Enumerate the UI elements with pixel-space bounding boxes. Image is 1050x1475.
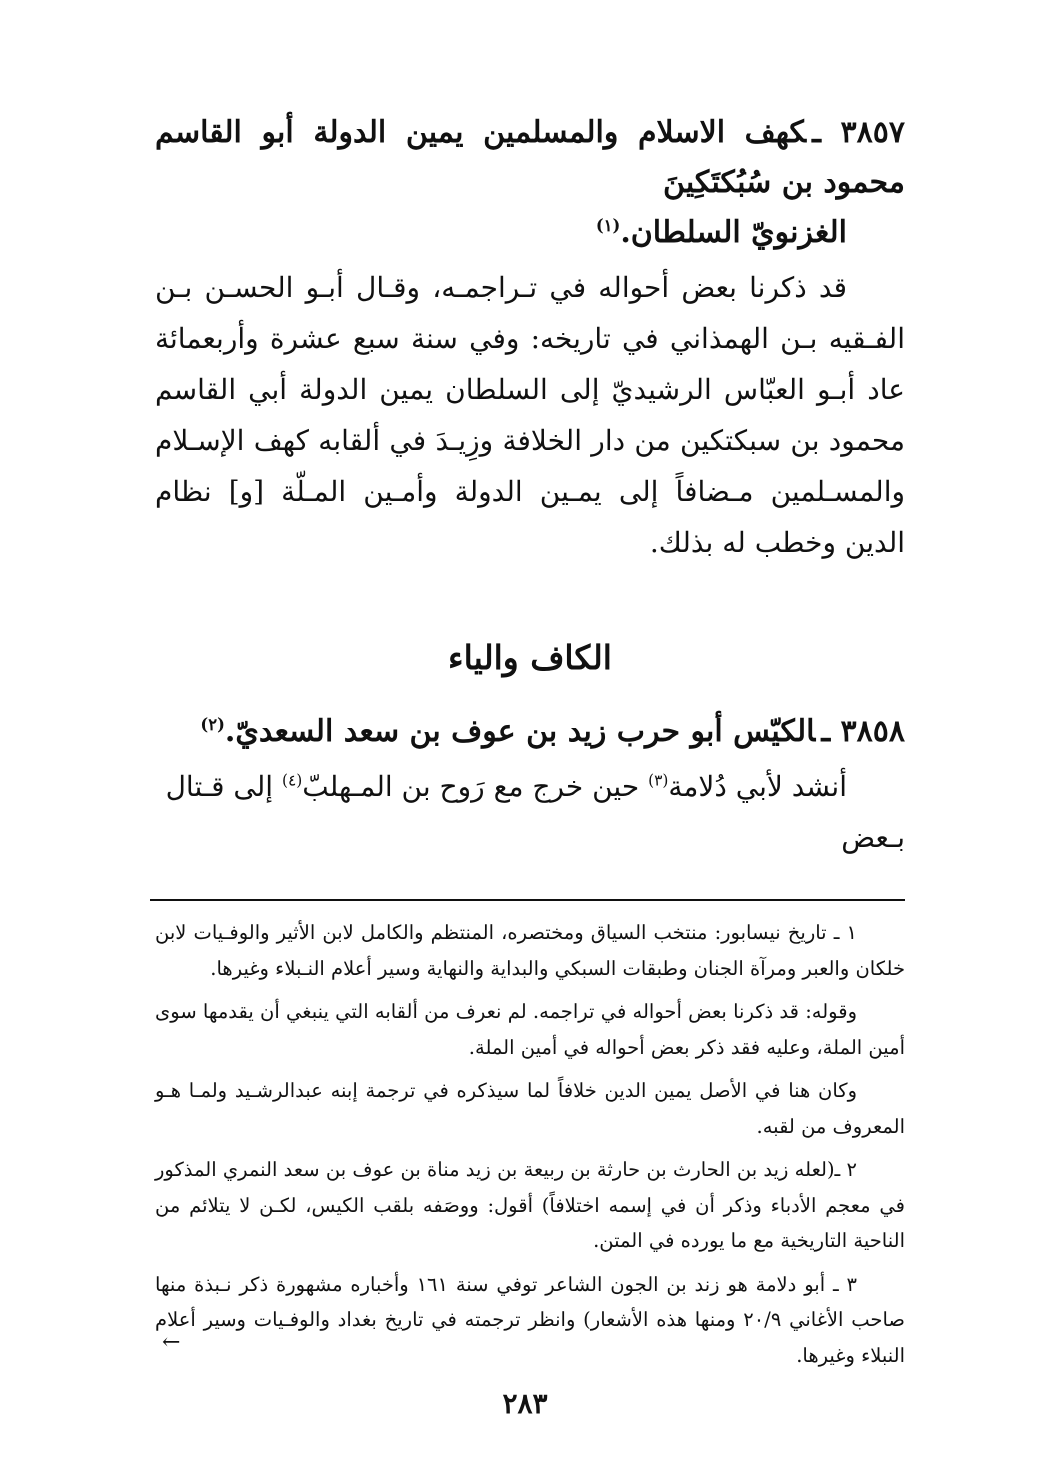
footnote-ref: (٣) [648,771,669,790]
entry-title: الكيّس أبو حرب زيد بن عوف بن سعد السعديّ. [224,714,816,749]
footnote: وكان هنا في الأصل يمين الدين خلافاً لما سيذكره في ترجمة إبنه عبدالرشـيد ولمـا هـو المعروف من لقبه. [155,1079,905,1138]
entry-3858-body: أنشد لأبي دُلامة$^{(٣)}$ حين خرج مع رَوح بن المـهلبّ$^{(٤)}$ إلى قـتال بـعض [165,770,905,854]
entry-3857-heading [155,108,905,258]
footnote-ref: (١) [595,216,621,235]
footnote: ٣ ـ أبو دلامة هو زند بن الجون الشاعر توفي سنة ١٦١ وأخباره مشهورة ذكر نـبذة منها صاحب الأغاني ٢٠/٩ ومنها هذه الأشعار) وانظر ترجمته في تاريخ بغداد والوفـيات وسير أعلام النبلاء وغيرها. [155,1272,905,1367]
footnote-divider [150,899,905,901]
footnote-ref: (٤) [281,771,303,790]
entry-number: ٣٨٥٨ ـ [821,714,905,749]
footnote: وقوله: قد ذكرنا بعض أحواله في تراجمه. لم نعرف من ألقابه التي ينبغي أن يقدمها سوى أمين الملة، وعليه فقد ذكر بعض أحواله في أمين الملة. [155,1000,905,1059]
continuation-arrow-icon: ← [162,1330,181,1355]
entry-title-continued: الغزنويّ السلطان.$^{(١)}$ [595,215,847,250]
entry-3857-body: قد ذكرنا بعض أحواله في تـراجمـه، وقـال أبـو الحسـن بـن الفـقيه بـن الهمذاني في تاريخه: وفي سنة سبع عشرة وأربعمائة عاد أبـو العبّاس الرشيديّ إلى السلطان يمين الدولة أبي القاسم محمود بن سبكتكين من دار الخلافة وزِيـدَ في ألقابه كهف الإسـلام والمسـلمين مـضافاً إلى يمـين الدولة وأمـين المـلّة [و] نظام الدين وخطب له بذلك. [155,271,905,559]
section-title: الكاف والياء [448,638,612,677]
entry-number: ٣٨٥٧ ـ [812,115,905,150]
footnote: ١ ـ تاريخ نيسابور: منتخب السياق ومختصره، المنتظم والكامل لابن الأثير والوفـيات لابن خلكان والعبر ومرآة الجنان وطبقات السبكي والبداية والنهاية وسير أعلام النـبلاء وغيرها. [155,921,905,980]
footnotes [155,915,905,1373]
entry-3858-heading [155,707,905,757]
footnote-ref: (٢) [200,715,225,734]
entry-title: كهف الاسلام والمسلمين يمين الدولة أبو القاسم محمود بن سُبُكتَكِينَ [155,115,905,200]
footnote: ٢ ـ(لعله زيد بن الحارث بن حارثة بن ربيعة بن زيد مناة بن عوف بن سعد النمري المذكور في معجم الأدباء وذكر أن في إسمه اختلافاً) أقول: ووصَفه بلقب الكيس، لكـن لا يتلائم من الناحية التاريخية مع ما يورده في المتن. [155,1158,905,1252]
page-number: ٢٨٣ [502,1387,548,1420]
